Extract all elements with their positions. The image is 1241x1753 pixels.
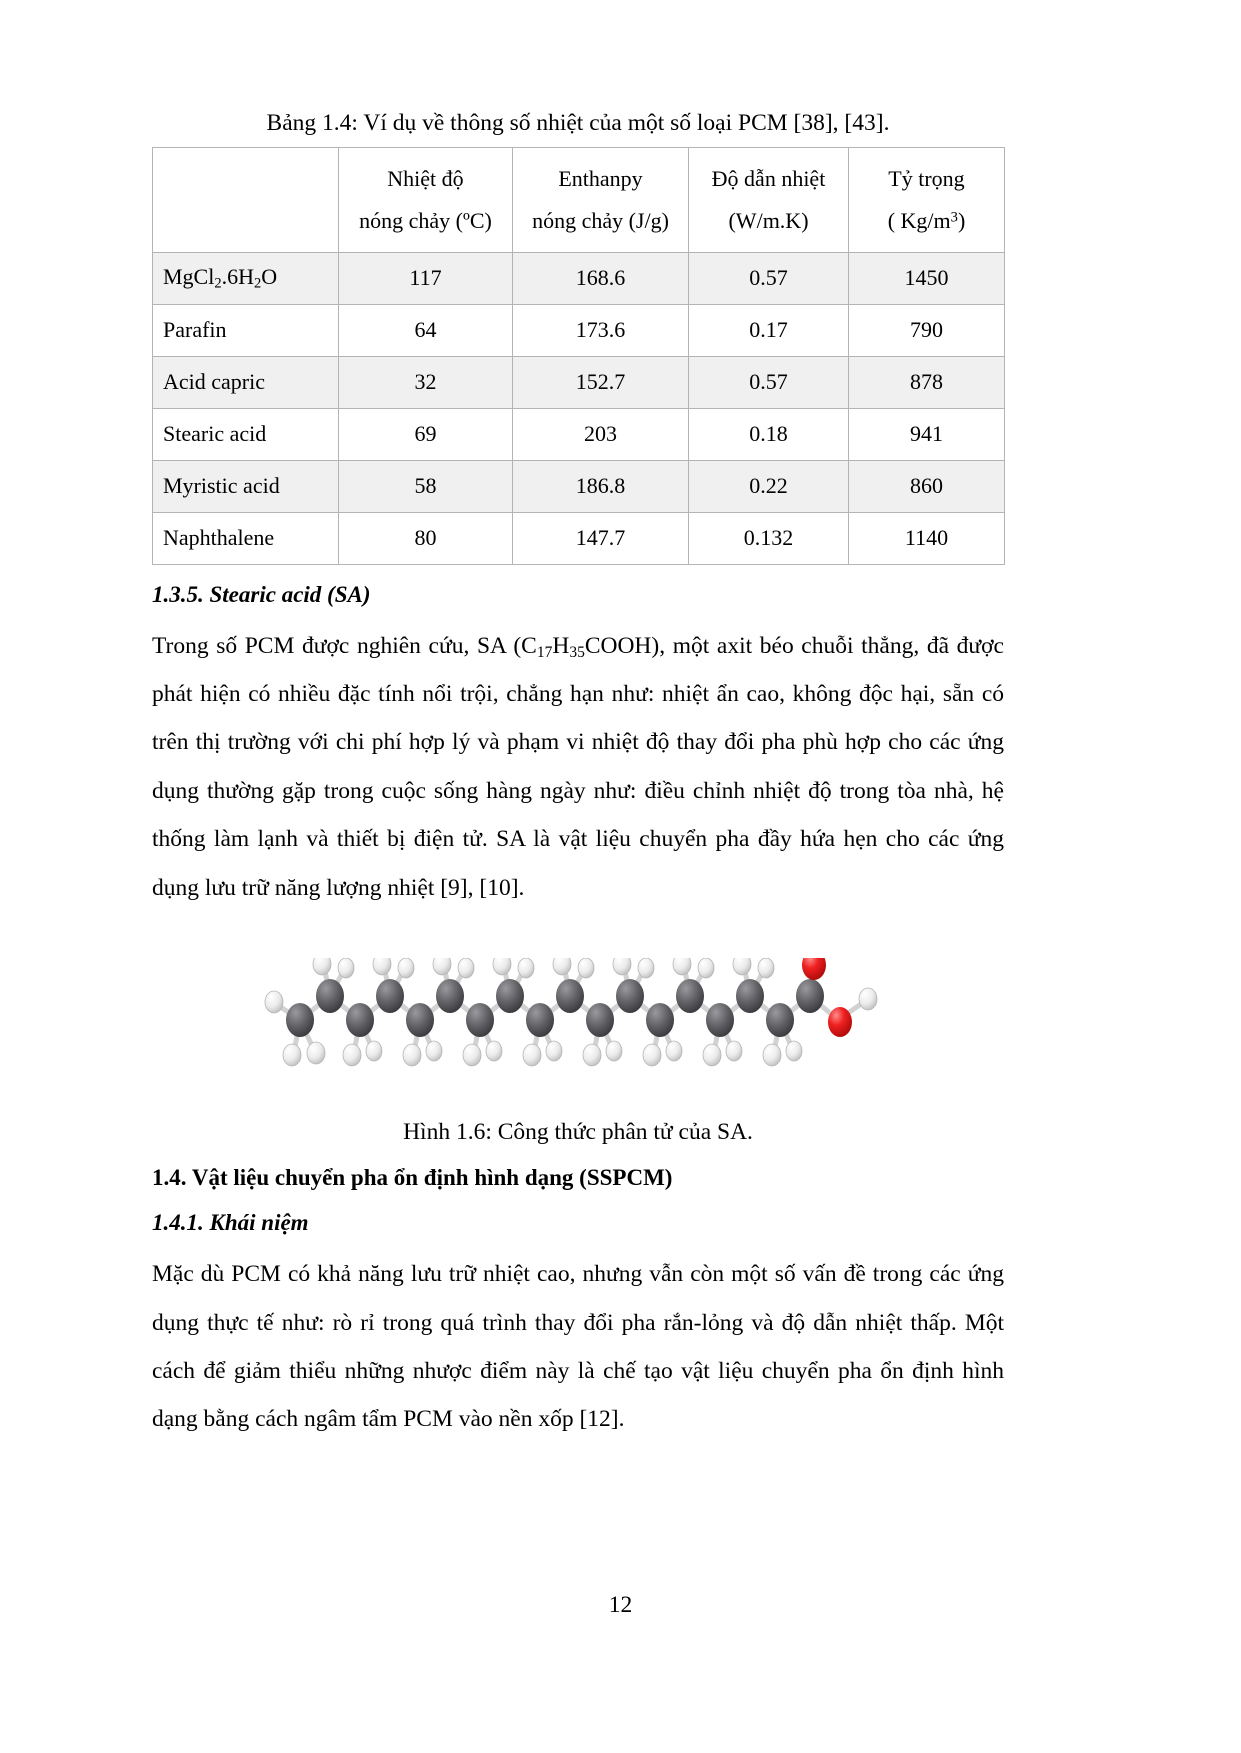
table-row xyxy=(153,252,1005,304)
cell-melting-temp: 64 xyxy=(339,304,513,356)
table-row xyxy=(153,408,1005,460)
table-row xyxy=(153,512,1005,564)
cell-enthalpy: 168.6 xyxy=(513,252,689,304)
pcm-properties-table xyxy=(152,147,1005,565)
cell-material: $MgCl_2.6H_2O$ xyxy=(153,252,339,304)
cell-melting-temp: 69 xyxy=(339,408,513,460)
stearic-acid-molecule-svg xyxy=(258,958,898,1088)
col-header-conductivity-line2: (W/m.K) xyxy=(728,207,809,233)
cell-enthalpy: 152.7 xyxy=(513,356,689,408)
col-header-material xyxy=(153,147,339,252)
cell-material: Myristic acid xyxy=(153,460,339,512)
page-content xyxy=(152,0,1004,1450)
heading-1-3-5: 1.3.5. Stearic acid (SA) xyxy=(152,581,371,607)
table-caption: Bảng 1.4: Ví dụ về thông số nhiệt của một số loại PCM [38], [43]. xyxy=(266,110,890,136)
heading-1-4-1: 1.4.1. Khái niệm xyxy=(152,1210,309,1236)
col-header-enthalpy-line1: Enthanpy xyxy=(558,165,643,191)
cell-conductivity: 0.57 xyxy=(689,356,849,408)
col-header-enthalpy-line2: nóng chảy (J/g) xyxy=(532,207,669,233)
cell-enthalpy: 147.7 xyxy=(513,512,689,564)
paragraph-1-4-1: Mặc dù PCM có khả năng lưu trữ nhiệt cao, nhưng vẫn còn một số vấn đề trong các ứng dụng thực tế như: rò rỉ trong quá trình thay đổi pha rắn-lỏng và độ dẫn nhiệt thấp. Một cách để giảm thiểu những nhược điểm này là chế tạo vật liệu chuyển pha ổn định hình dạng bằng cách ngâm tẩm PCM vào nền xốp [12]. xyxy=(152,1261,1004,1433)
col-header-enthalpy xyxy=(513,147,689,252)
cell-conductivity: 0.57 xyxy=(689,252,849,304)
col-header-conductivity-line1: Độ dẫn nhiệt xyxy=(711,165,826,191)
col-header-density xyxy=(849,147,1005,252)
table-header xyxy=(153,147,1005,252)
cell-density: 860 xyxy=(849,460,1005,512)
cell-melting-temp: 32 xyxy=(339,356,513,408)
cell-conductivity: 0.132 xyxy=(689,512,849,564)
figure-stearic-acid xyxy=(152,958,1004,1093)
cell-melting-temp: 80 xyxy=(339,512,513,564)
cell-melting-temp: 58 xyxy=(339,460,513,512)
figure-caption: Hình 1.6: Công thức phân tử của SA. xyxy=(403,1119,753,1146)
cell-conductivity: 0.18 xyxy=(689,408,849,460)
cell-material: Naphthalene xyxy=(153,512,339,564)
col-header-melting-temp-line2: nóng chảy (ºC) xyxy=(359,207,492,233)
cell-enthalpy: 173.6 xyxy=(513,304,689,356)
page-number: 12 xyxy=(608,1592,633,1618)
cell-density: 790 xyxy=(849,304,1005,356)
heading-1-4: 1.4. Vật liệu chuyển pha ổn định hình dạng (SSPCM) xyxy=(152,1165,673,1191)
col-header-melting-temp-line1: Nhiệt độ xyxy=(387,165,464,191)
cell-density: 941 xyxy=(849,408,1005,460)
col-header-density-line1: Tỷ trọng xyxy=(888,165,965,191)
cell-enthalpy: 203 xyxy=(513,408,689,460)
cell-conductivity: 0.22 xyxy=(689,460,849,512)
cell-conductivity: 0.17 xyxy=(689,304,849,356)
col-header-conductivity xyxy=(689,147,849,252)
cell-density: 878 xyxy=(849,356,1005,408)
col-header-melting-temp xyxy=(339,147,513,252)
cell-enthalpy: 186.8 xyxy=(513,460,689,512)
cell-melting-temp: 117 xyxy=(339,252,513,304)
cell-density: 1140 xyxy=(849,512,1005,564)
table-row xyxy=(153,304,1005,356)
cell-material: Acid capric xyxy=(153,356,339,408)
cell-material: Stearic acid xyxy=(153,408,339,460)
cell-material: Parafin xyxy=(153,304,339,356)
table-row xyxy=(153,460,1005,512)
table-header-row xyxy=(153,147,1005,252)
paragraph-1-3-5: Trong số PCM được nghiên cứu, SA $(C_{17}H_{35}COOH)$, một axit béo chuỗi thẳng, đã được phát hiện có nhiều đặc tính nổi trội, chẳng hạn như: nhiệt ẩn cao, không độc hại, sẵn có trên thị trường với chi phí hợp lý và phạm vi nhiệt độ thay đổi pha phù hợp cho các ứng dụng thường gặp trong cuộc sống hàng ngày như: điều chỉnh nhiệt độ trong tòa nhà, hệ thống làm lạnh và thiết bị điện tử. SA là vật liệu chuyển pha đầy hứa hẹn cho các ứng dụng lưu trữ năng lượng nhiệt [9], [10]. xyxy=(152,632,1004,901)
table-body xyxy=(153,252,1005,564)
table-row xyxy=(153,356,1005,408)
cell-density: 1450 xyxy=(849,252,1005,304)
col-header-density-line2: ( $Kg/m^3$) xyxy=(887,207,966,233)
